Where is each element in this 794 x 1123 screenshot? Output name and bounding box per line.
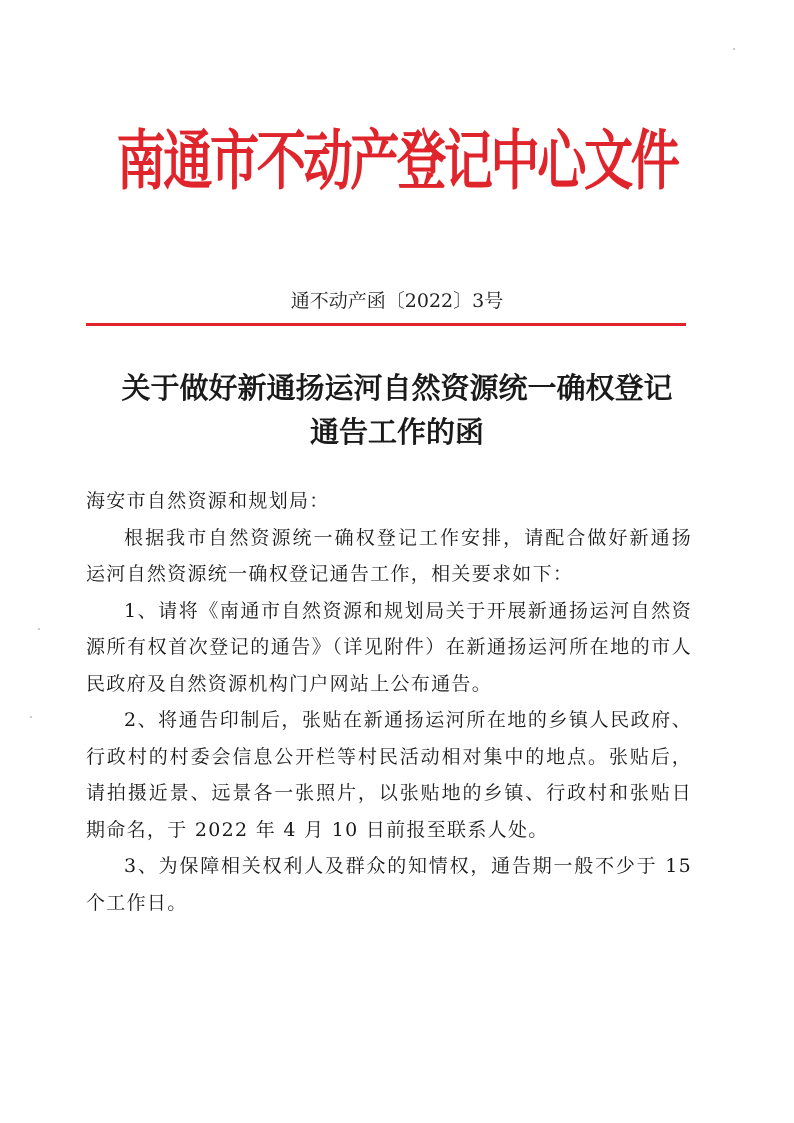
body-paragraph: 根据我市自然资源统一确权登记工作安排，请配合做好新通扬运河自然资源统一确权登记通告工作，相关要求如下： [86,526,692,585]
document-title [60,366,734,454]
document-title-line-1: 关于做好新通扬运河自然资源统一确权登记 [121,371,673,405]
document-title-line-2: 通告工作的函 [309,415,484,449]
body-paragraph: 3、为保障相关权利人及群众的知情权，通告期一般不少于 15 个工作日。 [86,855,692,914]
scan-speck [733,48,735,50]
salutation: 海安市自然资源和规划局： [86,490,330,512]
body-paragraph: 1、请将《南通市自然资源和规划局关于开展新通扬运河自然资源所有权首次登记的通告》（详见附件）在新通扬运河所在地的市人民政府及自然资源机构门户网站上公布通告。 [86,599,692,695]
red-divider-line [86,323,686,326]
scan-speck [38,628,40,630]
org-header-title: 南通市不动产登记中心文件 [116,123,678,199]
document-number: 通不动产函〔2022〕3号 [290,290,504,312]
body-paragraph: 2、将通告印制后，张贴在新通扬运河所在地的乡镇人民政府、行政村的村委会信息公开栏等村民活动相对集中的地点。张贴后，请拍摄近景、远景各一张照片，以张贴地的乡镇、行政村和张贴日期命名，于 2022 年 4 月 10 日前报至联系人处。 [86,709,692,841]
scan-speck [30,716,32,718]
document-body [86,483,692,921]
